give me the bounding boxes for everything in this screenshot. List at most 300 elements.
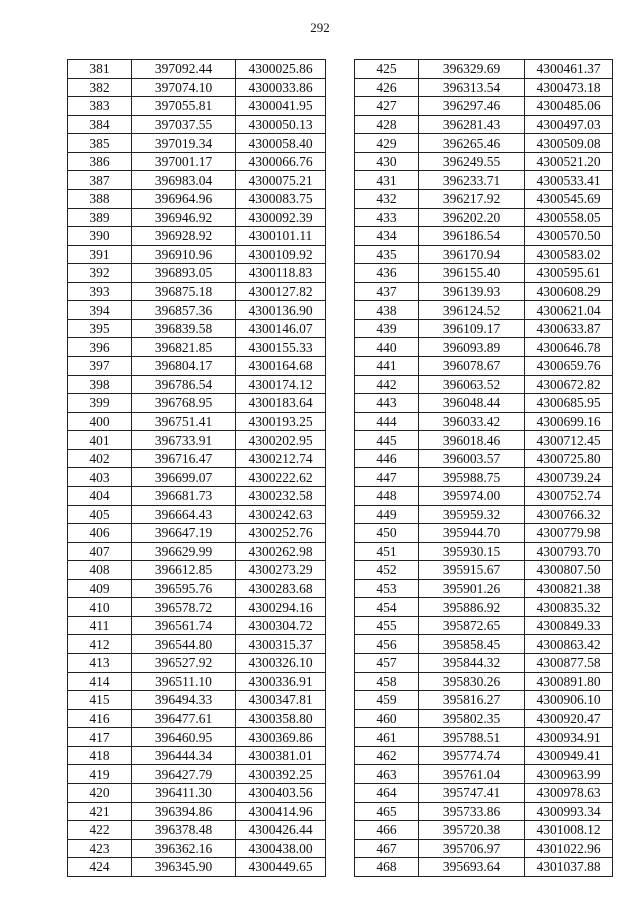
point-number-cell: 389 xyxy=(68,208,132,227)
y-coordinate-cell: 4300202.95 xyxy=(236,431,326,450)
table-row xyxy=(355,561,613,580)
table-row xyxy=(355,598,613,617)
table-row xyxy=(355,338,613,357)
y-coordinate-cell: 4300212.74 xyxy=(236,449,326,468)
y-coordinate-cell: 4300793.70 xyxy=(525,542,613,561)
table-row xyxy=(355,449,613,468)
table-row xyxy=(355,579,613,598)
table-row xyxy=(68,821,326,840)
x-coordinate-cell: 395872.65 xyxy=(419,616,525,635)
table-row xyxy=(68,319,326,338)
x-coordinate-cell: 396018.46 xyxy=(419,431,525,450)
x-coordinate-cell: 396297.46 xyxy=(419,97,525,116)
x-coordinate-cell: 396329.69 xyxy=(419,60,525,79)
point-number-cell: 447 xyxy=(355,468,419,487)
x-coordinate-cell: 396928.92 xyxy=(132,227,236,246)
point-number-cell: 390 xyxy=(68,227,132,246)
point-number-cell: 437 xyxy=(355,282,419,301)
table-row xyxy=(355,78,613,97)
y-coordinate-cell: 4300712.45 xyxy=(525,431,613,450)
table-row xyxy=(355,319,613,338)
x-coordinate-cell: 396544.80 xyxy=(132,635,236,654)
y-coordinate-cell: 4300164.68 xyxy=(236,357,326,376)
point-number-cell: 465 xyxy=(355,802,419,821)
y-coordinate-cell: 4300473.18 xyxy=(525,78,613,97)
table-row xyxy=(355,412,613,431)
y-coordinate-cell: 4300891.80 xyxy=(525,672,613,691)
point-number-cell: 429 xyxy=(355,134,419,153)
y-coordinate-cell: 4300633.87 xyxy=(525,319,613,338)
table-row xyxy=(355,264,613,283)
x-coordinate-cell: 396186.54 xyxy=(419,227,525,246)
x-coordinate-cell: 396733.91 xyxy=(132,431,236,450)
x-coordinate-cell: 396893.05 xyxy=(132,264,236,283)
point-number-cell: 439 xyxy=(355,319,419,338)
point-number-cell: 454 xyxy=(355,598,419,617)
x-coordinate-cell: 396561.74 xyxy=(132,616,236,635)
y-coordinate-cell: 4300521.20 xyxy=(525,152,613,171)
point-number-cell: 399 xyxy=(68,394,132,413)
y-coordinate-cell: 4300066.76 xyxy=(236,152,326,171)
table-row xyxy=(68,765,326,784)
point-number-cell: 443 xyxy=(355,394,419,413)
y-coordinate-cell: 4300426.44 xyxy=(236,821,326,840)
x-coordinate-cell: 396202.20 xyxy=(419,208,525,227)
x-coordinate-cell: 396768.95 xyxy=(132,394,236,413)
x-coordinate-cell: 395720.38 xyxy=(419,821,525,840)
x-coordinate-cell: 397092.44 xyxy=(132,60,236,79)
x-coordinate-cell: 397055.81 xyxy=(132,97,236,116)
y-coordinate-cell: 4301037.88 xyxy=(525,858,613,877)
y-coordinate-cell: 4300146.07 xyxy=(236,319,326,338)
x-coordinate-cell: 396124.52 xyxy=(419,301,525,320)
point-number-cell: 405 xyxy=(68,505,132,524)
point-number-cell: 442 xyxy=(355,375,419,394)
table-row xyxy=(355,691,613,710)
y-coordinate-cell: 4300304.72 xyxy=(236,616,326,635)
table-row xyxy=(355,672,613,691)
point-number-cell: 410 xyxy=(68,598,132,617)
y-coordinate-cell: 4300659.76 xyxy=(525,357,613,376)
table-row xyxy=(68,301,326,320)
table-row xyxy=(355,357,613,376)
point-number-cell: 446 xyxy=(355,449,419,468)
y-coordinate-cell: 4301022.96 xyxy=(525,839,613,858)
y-coordinate-cell: 4300739.24 xyxy=(525,468,613,487)
point-number-cell: 459 xyxy=(355,691,419,710)
table-row xyxy=(68,78,326,97)
y-coordinate-cell: 4300978.63 xyxy=(525,783,613,802)
table-row xyxy=(355,654,613,673)
point-number-cell: 455 xyxy=(355,616,419,635)
table-row xyxy=(355,60,613,79)
point-number-cell: 458 xyxy=(355,672,419,691)
x-coordinate-cell: 396093.89 xyxy=(419,338,525,357)
point-number-cell: 424 xyxy=(68,858,132,877)
x-coordinate-cell: 396875.18 xyxy=(132,282,236,301)
y-coordinate-cell: 4300646.78 xyxy=(525,338,613,357)
point-number-cell: 412 xyxy=(68,635,132,654)
point-number-cell: 426 xyxy=(355,78,419,97)
point-number-cell: 406 xyxy=(68,524,132,543)
y-coordinate-cell: 4300127.82 xyxy=(236,282,326,301)
y-coordinate-cell: 4300807.50 xyxy=(525,561,613,580)
x-coordinate-cell: 397074.10 xyxy=(132,78,236,97)
y-coordinate-cell: 4300283.68 xyxy=(236,579,326,598)
table-row xyxy=(68,524,326,543)
y-coordinate-cell: 4300109.92 xyxy=(236,245,326,264)
table-row xyxy=(355,282,613,301)
point-number-cell: 386 xyxy=(68,152,132,171)
point-number-cell: 421 xyxy=(68,802,132,821)
point-number-cell: 467 xyxy=(355,839,419,858)
point-number-cell: 433 xyxy=(355,208,419,227)
point-number-cell: 466 xyxy=(355,821,419,840)
y-coordinate-cell: 4300336.91 xyxy=(236,672,326,691)
x-coordinate-cell: 395901.26 xyxy=(419,579,525,598)
table-row xyxy=(68,486,326,505)
y-coordinate-cell: 4300414.96 xyxy=(236,802,326,821)
table-row xyxy=(68,375,326,394)
x-coordinate-cell: 396786.54 xyxy=(132,375,236,394)
x-coordinate-cell: 397001.17 xyxy=(132,152,236,171)
point-number-cell: 411 xyxy=(68,616,132,635)
point-number-cell: 462 xyxy=(355,746,419,765)
y-coordinate-cell: 4300392.25 xyxy=(236,765,326,784)
y-coordinate-cell: 4300752.74 xyxy=(525,486,613,505)
y-coordinate-cell: 4300821.38 xyxy=(525,579,613,598)
y-coordinate-cell: 4300608.29 xyxy=(525,282,613,301)
x-coordinate-cell: 395693.64 xyxy=(419,858,525,877)
y-coordinate-cell: 4300949.41 xyxy=(525,746,613,765)
x-coordinate-cell: 396527.92 xyxy=(132,654,236,673)
x-coordinate-cell: 397019.34 xyxy=(132,134,236,153)
table-row xyxy=(355,486,613,505)
y-coordinate-cell: 4300906.10 xyxy=(525,691,613,710)
point-number-cell: 397 xyxy=(68,357,132,376)
y-coordinate-cell: 4300863.42 xyxy=(525,635,613,654)
table-row xyxy=(68,561,326,580)
point-number-cell: 396 xyxy=(68,338,132,357)
table-row xyxy=(355,524,613,543)
table-row xyxy=(68,449,326,468)
point-number-cell: 404 xyxy=(68,486,132,505)
x-coordinate-cell: 396578.72 xyxy=(132,598,236,617)
x-coordinate-cell: 396048.44 xyxy=(419,394,525,413)
x-coordinate-cell: 396313.54 xyxy=(419,78,525,97)
y-coordinate-cell: 4300725.80 xyxy=(525,449,613,468)
point-number-cell: 413 xyxy=(68,654,132,673)
page-number: 292 xyxy=(310,20,330,35)
point-number-cell: 432 xyxy=(355,189,419,208)
y-coordinate-cell: 4300174.12 xyxy=(236,375,326,394)
table-body xyxy=(355,60,613,877)
point-number-cell: 416 xyxy=(68,709,132,728)
y-coordinate-cell: 4300685.95 xyxy=(525,394,613,413)
table-row xyxy=(355,505,613,524)
x-coordinate-cell: 396595.76 xyxy=(132,579,236,598)
x-coordinate-cell: 395974.00 xyxy=(419,486,525,505)
point-number-cell: 435 xyxy=(355,245,419,264)
table-row xyxy=(68,394,326,413)
x-coordinate-cell: 396983.04 xyxy=(132,171,236,190)
table-row xyxy=(355,616,613,635)
table-row xyxy=(68,115,326,134)
point-number-cell: 464 xyxy=(355,783,419,802)
table-row xyxy=(355,115,613,134)
point-number-cell: 453 xyxy=(355,579,419,598)
point-number-cell: 381 xyxy=(68,60,132,79)
point-number-cell: 418 xyxy=(68,746,132,765)
y-coordinate-cell: 4300083.75 xyxy=(236,189,326,208)
y-coordinate-cell: 4300963.99 xyxy=(525,765,613,784)
y-coordinate-cell: 4300193.25 xyxy=(236,412,326,431)
x-coordinate-cell: 396078.67 xyxy=(419,357,525,376)
y-coordinate-cell: 4301008.12 xyxy=(525,821,613,840)
x-coordinate-cell: 396394.86 xyxy=(132,802,236,821)
point-number-cell: 402 xyxy=(68,449,132,468)
table-row xyxy=(68,783,326,802)
x-coordinate-cell: 396946.92 xyxy=(132,208,236,227)
point-number-cell: 391 xyxy=(68,245,132,264)
y-coordinate-cell: 4300358.80 xyxy=(236,709,326,728)
table-row xyxy=(68,171,326,190)
x-coordinate-cell: 395844.32 xyxy=(419,654,525,673)
point-number-cell: 398 xyxy=(68,375,132,394)
y-coordinate-cell: 4300101.11 xyxy=(236,227,326,246)
y-coordinate-cell: 4300449.65 xyxy=(236,858,326,877)
table-row xyxy=(68,505,326,524)
table-row xyxy=(355,97,613,116)
y-coordinate-cell: 4300252.76 xyxy=(236,524,326,543)
point-number-cell: 434 xyxy=(355,227,419,246)
x-coordinate-cell: 396647.19 xyxy=(132,524,236,543)
x-coordinate-cell: 395747.41 xyxy=(419,783,525,802)
point-number-cell: 431 xyxy=(355,171,419,190)
y-coordinate-cell: 4300461.37 xyxy=(525,60,613,79)
y-coordinate-cell: 4300381.01 xyxy=(236,746,326,765)
table-row xyxy=(68,412,326,431)
table-row xyxy=(355,728,613,747)
table-row xyxy=(355,375,613,394)
x-coordinate-cell: 396345.90 xyxy=(132,858,236,877)
table-row xyxy=(355,468,613,487)
table-row xyxy=(355,189,613,208)
table-row xyxy=(355,635,613,654)
table-row xyxy=(68,97,326,116)
y-coordinate-cell: 4300347.81 xyxy=(236,691,326,710)
y-coordinate-cell: 4300485.06 xyxy=(525,97,613,116)
point-number-cell: 436 xyxy=(355,264,419,283)
y-coordinate-cell: 4300779.98 xyxy=(525,524,613,543)
x-coordinate-cell: 396511.10 xyxy=(132,672,236,691)
x-coordinate-cell: 396751.41 xyxy=(132,412,236,431)
y-coordinate-cell: 4300699.16 xyxy=(525,412,613,431)
point-number-cell: 463 xyxy=(355,765,419,784)
point-number-cell: 419 xyxy=(68,765,132,784)
x-coordinate-cell: 396804.17 xyxy=(132,357,236,376)
x-coordinate-cell: 396477.61 xyxy=(132,709,236,728)
x-coordinate-cell: 396003.57 xyxy=(419,449,525,468)
y-coordinate-cell: 4300262.98 xyxy=(236,542,326,561)
coordinates-table-left xyxy=(67,59,326,877)
point-number-cell: 400 xyxy=(68,412,132,431)
table-row xyxy=(355,152,613,171)
table-row xyxy=(355,839,613,858)
y-coordinate-cell: 4300315.37 xyxy=(236,635,326,654)
x-coordinate-cell: 396362.16 xyxy=(132,839,236,858)
y-coordinate-cell: 4300595.61 xyxy=(525,264,613,283)
point-number-cell: 409 xyxy=(68,579,132,598)
table-row xyxy=(68,579,326,598)
x-coordinate-cell: 396681.73 xyxy=(132,486,236,505)
table-row xyxy=(355,858,613,877)
table-row xyxy=(68,728,326,747)
table-row xyxy=(68,134,326,153)
x-coordinate-cell: 396821.85 xyxy=(132,338,236,357)
table-row xyxy=(68,616,326,635)
x-coordinate-cell: 396494.33 xyxy=(132,691,236,710)
x-coordinate-cell: 396910.96 xyxy=(132,245,236,264)
table-row xyxy=(68,542,326,561)
y-coordinate-cell: 4300242.63 xyxy=(236,505,326,524)
x-coordinate-cell: 396217.92 xyxy=(419,189,525,208)
y-coordinate-cell: 4300583.02 xyxy=(525,245,613,264)
table-row xyxy=(68,357,326,376)
point-number-cell: 401 xyxy=(68,431,132,450)
y-coordinate-cell: 4300155.33 xyxy=(236,338,326,357)
y-coordinate-cell: 4300041.95 xyxy=(236,97,326,116)
y-coordinate-cell: 4300183.64 xyxy=(236,394,326,413)
table-row xyxy=(68,709,326,728)
y-coordinate-cell: 4300993.34 xyxy=(525,802,613,821)
x-coordinate-cell: 396716.47 xyxy=(132,449,236,468)
x-coordinate-cell: 395915.67 xyxy=(419,561,525,580)
x-coordinate-cell: 396839.58 xyxy=(132,319,236,338)
point-number-cell: 384 xyxy=(68,115,132,134)
y-coordinate-cell: 4300672.82 xyxy=(525,375,613,394)
x-coordinate-cell: 395802.35 xyxy=(419,709,525,728)
table-row xyxy=(355,709,613,728)
x-coordinate-cell: 396109.17 xyxy=(419,319,525,338)
point-number-cell: 428 xyxy=(355,115,419,134)
point-number-cell: 417 xyxy=(68,728,132,747)
x-coordinate-cell: 396281.43 xyxy=(419,115,525,134)
table-row xyxy=(355,542,613,561)
table-row xyxy=(68,858,326,877)
x-coordinate-cell: 395930.15 xyxy=(419,542,525,561)
point-number-cell: 449 xyxy=(355,505,419,524)
table-row xyxy=(68,746,326,765)
point-number-cell: 448 xyxy=(355,486,419,505)
point-number-cell: 388 xyxy=(68,189,132,208)
point-number-cell: 427 xyxy=(355,97,419,116)
point-number-cell: 445 xyxy=(355,431,419,450)
x-coordinate-cell: 396427.79 xyxy=(132,765,236,784)
x-coordinate-cell: 396378.48 xyxy=(132,821,236,840)
point-number-cell: 441 xyxy=(355,357,419,376)
y-coordinate-cell: 4300934.91 xyxy=(525,728,613,747)
x-coordinate-cell: 396612.85 xyxy=(132,561,236,580)
y-coordinate-cell: 4300497.03 xyxy=(525,115,613,134)
point-number-cell: 423 xyxy=(68,839,132,858)
point-number-cell: 451 xyxy=(355,542,419,561)
point-number-cell: 430 xyxy=(355,152,419,171)
table-row xyxy=(355,301,613,320)
x-coordinate-cell: 396265.46 xyxy=(419,134,525,153)
y-coordinate-cell: 4300920.47 xyxy=(525,709,613,728)
x-coordinate-cell: 396033.42 xyxy=(419,412,525,431)
y-coordinate-cell: 4300570.50 xyxy=(525,227,613,246)
table-row xyxy=(68,468,326,487)
table-row xyxy=(355,394,613,413)
table-row xyxy=(68,264,326,283)
y-coordinate-cell: 4300118.83 xyxy=(236,264,326,283)
table-row xyxy=(68,691,326,710)
point-number-cell: 387 xyxy=(68,171,132,190)
x-coordinate-cell: 396233.71 xyxy=(419,171,525,190)
point-number-cell: 382 xyxy=(68,78,132,97)
y-coordinate-cell: 4300092.39 xyxy=(236,208,326,227)
x-coordinate-cell: 396249.55 xyxy=(419,152,525,171)
table-row xyxy=(68,431,326,450)
x-coordinate-cell: 396139.93 xyxy=(419,282,525,301)
y-coordinate-cell: 4300403.56 xyxy=(236,783,326,802)
table-row xyxy=(68,245,326,264)
table-body xyxy=(68,60,326,877)
table-row xyxy=(68,189,326,208)
table-row xyxy=(68,60,326,79)
x-coordinate-cell: 396444.34 xyxy=(132,746,236,765)
x-coordinate-cell: 396699.07 xyxy=(132,468,236,487)
x-coordinate-cell: 395816.27 xyxy=(419,691,525,710)
table-row xyxy=(68,672,326,691)
point-number-cell: 457 xyxy=(355,654,419,673)
y-coordinate-cell: 4300533.41 xyxy=(525,171,613,190)
point-number-cell: 385 xyxy=(68,134,132,153)
x-coordinate-cell: 396664.43 xyxy=(132,505,236,524)
point-number-cell: 414 xyxy=(68,672,132,691)
table-row xyxy=(68,635,326,654)
point-number-cell: 415 xyxy=(68,691,132,710)
y-coordinate-cell: 4300545.69 xyxy=(525,189,613,208)
point-number-cell: 407 xyxy=(68,542,132,561)
y-coordinate-cell: 4300877.58 xyxy=(525,654,613,673)
x-coordinate-cell: 396411.30 xyxy=(132,783,236,802)
table-row xyxy=(68,152,326,171)
point-number-cell: 425 xyxy=(355,60,419,79)
x-coordinate-cell: 396170.94 xyxy=(419,245,525,264)
x-coordinate-cell: 397037.55 xyxy=(132,115,236,134)
table-row xyxy=(355,802,613,821)
y-coordinate-cell: 4300835.32 xyxy=(525,598,613,617)
x-coordinate-cell: 395774.74 xyxy=(419,746,525,765)
x-coordinate-cell: 395761.04 xyxy=(419,765,525,784)
y-coordinate-cell: 4300075.21 xyxy=(236,171,326,190)
x-coordinate-cell: 396857.36 xyxy=(132,301,236,320)
y-coordinate-cell: 4300326.10 xyxy=(236,654,326,673)
table-row xyxy=(355,821,613,840)
table-row xyxy=(68,227,326,246)
x-coordinate-cell: 395706.97 xyxy=(419,839,525,858)
x-coordinate-cell: 395959.32 xyxy=(419,505,525,524)
x-coordinate-cell: 396063.52 xyxy=(419,375,525,394)
x-coordinate-cell: 395733.86 xyxy=(419,802,525,821)
table-row xyxy=(68,598,326,617)
y-coordinate-cell: 4300294.16 xyxy=(236,598,326,617)
point-number-cell: 440 xyxy=(355,338,419,357)
point-number-cell: 452 xyxy=(355,561,419,580)
